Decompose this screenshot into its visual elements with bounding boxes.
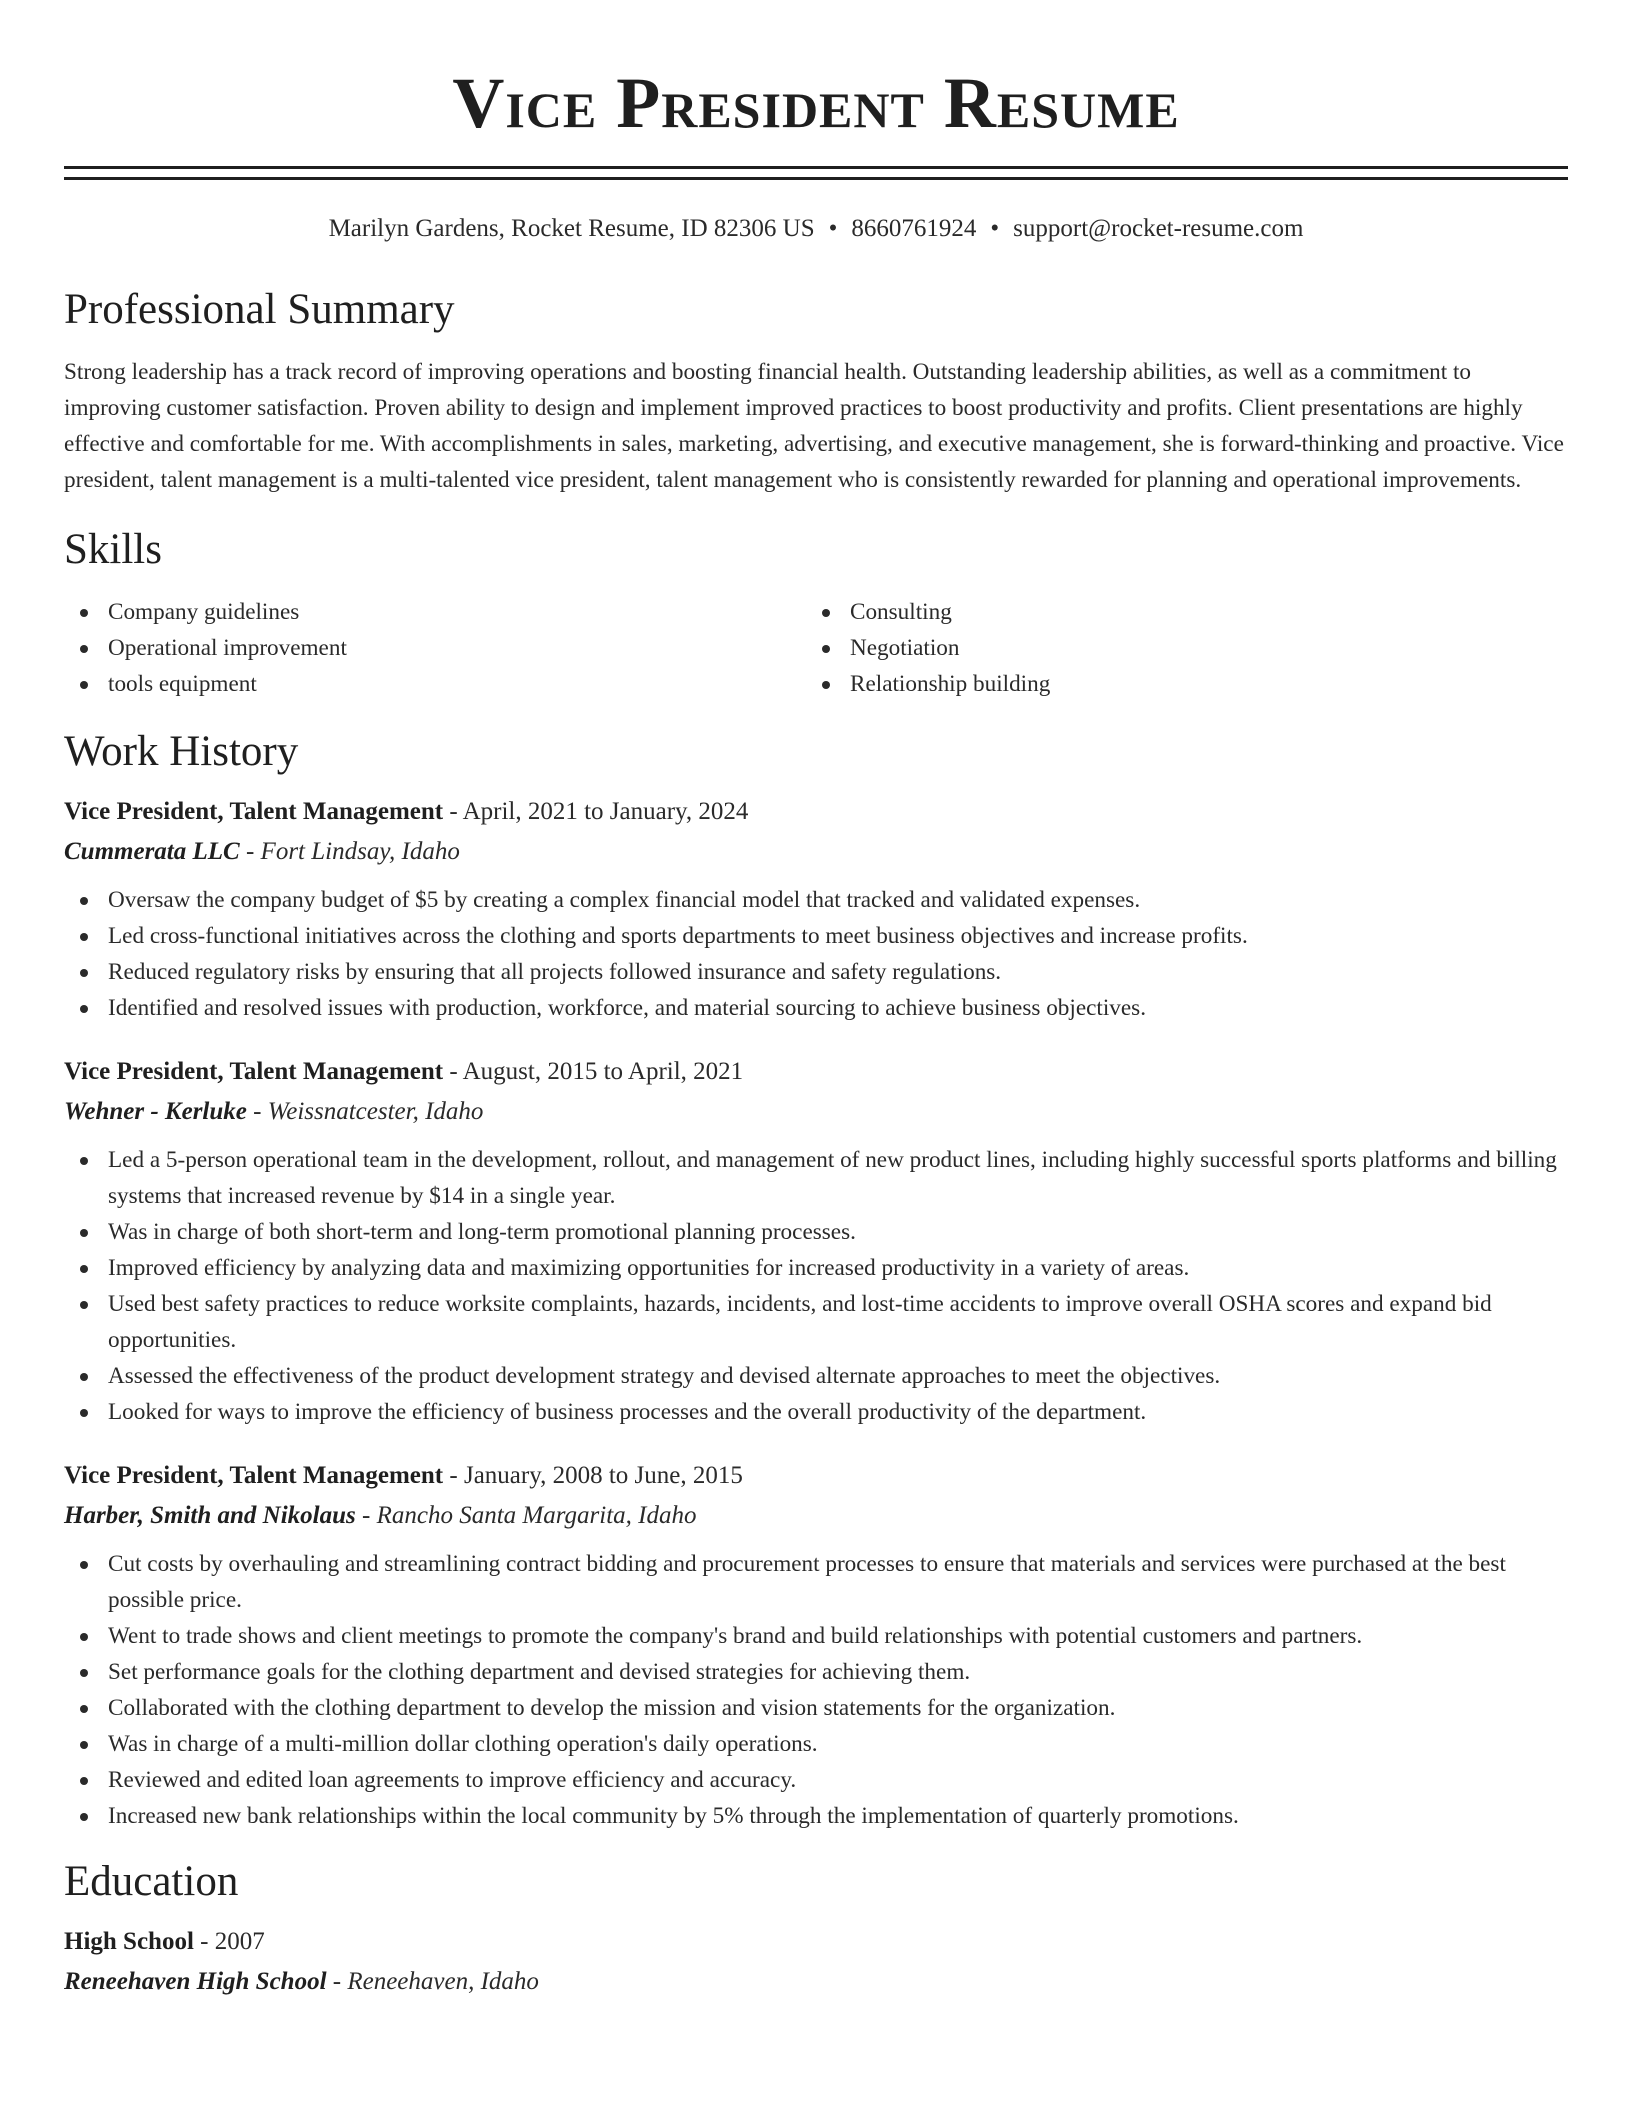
job-bullet: Reduced regulatory risks by ensuring that all projects followed insurance and safety regulations. (64, 954, 1568, 990)
resume-title: Vice President Resume (452, 63, 1180, 143)
job-header: Vice President, Talent Management - August, 2015 to April, 2021 (64, 1058, 744, 1085)
contact-phone: 8660761924 (851, 215, 977, 242)
job-bullet: Collaborated with the clothing department to develop the mission and vision statements for the organization. (64, 1690, 1568, 1726)
job-bullet: Improved efficiency by analyzing data and maximizing opportunities for increased productivity in a variety of areas. (64, 1250, 1568, 1286)
job-company-line: Harber, Smith and Nikolaus - Rancho Santa Margarita, Idaho (64, 1502, 697, 1529)
contact-email: support@rocket-resume.com (1013, 215, 1304, 242)
job-company: Harber, Smith and Nikolaus (64, 1502, 356, 1529)
job-location: Weissnatcester, Idaho (267, 1098, 484, 1125)
job-bullets (64, 1142, 1568, 1430)
summary-text: Strong leadership has a track record of improving operations and boosting financial health. Outstanding leadership abilities, as well as a commitment to improving customer satisfaction. Proven ability to design and implement improved practices to boost productivity and profits. Client presentations are highly effective and comfortable for me. With accomplishments in sales, marketing, advertising, and executive management, she is forward-thinking and proactive. Vice president, talent management is a multi-talented vice president, talent management who is consistently rewarded for planning and operational improvements. (64, 359, 1564, 493)
job-bullet: Identified and resolved issues with production, workforce, and material sourcing to achieve business objectives. (64, 990, 1568, 1026)
skill-item: tools equipment (64, 666, 806, 702)
job-title: Vice President, Talent Management (64, 798, 444, 825)
job-bullet: Used best safety practices to reduce worksite complaints, hazards, incidents, and lost-time accidents to improve overall OSHA scores and expand bid opportunities. (64, 1286, 1568, 1358)
skill-item: Negotiation (806, 630, 1548, 666)
job-bullet: Led cross-functional initiatives across the clothing and sports departments to meet business objectives and increase profits. (64, 918, 1568, 954)
job-company: Wehner - Kerluke (64, 1098, 247, 1125)
summary-heading: Professional Summary (64, 286, 455, 333)
job-bullet: Increased new bank relationships within the local community by 5% through the implementation of quarterly promotions. (64, 1798, 1568, 1834)
title-divider (64, 166, 1568, 180)
job-entry (64, 1054, 1568, 1430)
skills-list (64, 594, 1568, 702)
job-entry (64, 794, 1568, 1026)
skills-column-right (806, 594, 1548, 702)
skill-item: Relationship building (806, 666, 1548, 702)
job-bullet: Led a 5-person operational team in the development, rollout, and management of new product lines, including highly successful sports platforms and billing systems that increased revenue by $14 in a single year. (64, 1142, 1568, 1214)
job-header: Vice President, Talent Management - January, 2008 to June, 2015 (64, 1462, 743, 1489)
job-company: Cummerata LLC (64, 838, 240, 865)
job-bullet: Was in charge of both short-term and long-term promotional planning processes. (64, 1214, 1568, 1250)
education-school: Reneehaven High School (64, 1968, 327, 1995)
job-bullet: Was in charge of a multi-million dollar clothing operation's daily operations. (64, 1726, 1568, 1762)
job-bullet: Set performance goals for the clothing department and devised strategies for achieving them. (64, 1654, 1568, 1690)
job-company-line: Wehner - Kerluke - Weissnatcester, Idaho (64, 1098, 484, 1125)
skill-item: Operational improvement (64, 630, 806, 666)
job-title: Vice President, Talent Management (64, 1058, 444, 1085)
job-entry (64, 1458, 1568, 1834)
contact-separator: • (828, 215, 838, 242)
job-bullet: Oversaw the company budget of $5 by creating a complex financial model that tracked and validated expenses. (64, 882, 1568, 918)
skills-heading: Skills (64, 526, 162, 573)
skill-item: Consulting (806, 594, 1548, 630)
education-heading: Education (64, 1858, 239, 1905)
skill-item: Company guidelines (64, 594, 806, 630)
education-location: Reneehaven, Idaho (347, 1968, 539, 1995)
job-title: Vice President, Talent Management (64, 1462, 444, 1489)
education-header: High School - 2007 (64, 1928, 265, 1955)
job-location: Rancho Santa Margarita, Idaho (376, 1502, 697, 1529)
contact-separator: • (990, 215, 1000, 242)
job-bullets (64, 1546, 1568, 1834)
job-dates: August, 2015 to April, 2021 (462, 1058, 744, 1085)
job-location: Fort Lindsay, Idaho (260, 838, 460, 865)
job-bullets (64, 882, 1568, 1026)
contact-address: Marilyn Gardens, Rocket Resume, ID 82306 US (328, 215, 815, 242)
education-school-line: Reneehaven High School - Reneehaven, Idaho (64, 1968, 539, 1995)
resume-page (64, 0, 1568, 2000)
job-dates: January, 2008 to June, 2015 (463, 1462, 743, 1489)
education-year: 2007 (214, 1928, 265, 1955)
job-dates: April, 2021 to January, 2024 (462, 798, 749, 825)
job-bullet: Looked for ways to improve the efficiency of business processes and the overall productivity of the department. (64, 1394, 1568, 1430)
job-bullet: Reviewed and edited loan agreements to improve efficiency and accuracy. (64, 1762, 1568, 1798)
job-bullet: Cut costs by overhauling and streamlining contract bidding and procurement processes to ensure that materials and services were purchased at the best possible price. (64, 1546, 1568, 1618)
work-history-heading: Work History (64, 728, 299, 775)
education-degree: High School (64, 1928, 194, 1955)
contact-line (64, 214, 1568, 244)
job-bullet: Went to trade shows and client meetings to promote the company's brand and build relationships with potential customers and partners. (64, 1618, 1568, 1654)
job-bullet: Assessed the effectiveness of the product development strategy and devised alternate approaches to meet the objectives. (64, 1358, 1568, 1394)
skills-column-left (64, 594, 806, 702)
job-company-line: Cummerata LLC - Fort Lindsay, Idaho (64, 838, 460, 865)
job-header: Vice President, Talent Management - April, 2021 to January, 2024 (64, 798, 749, 825)
education-entry (64, 1924, 1568, 2000)
